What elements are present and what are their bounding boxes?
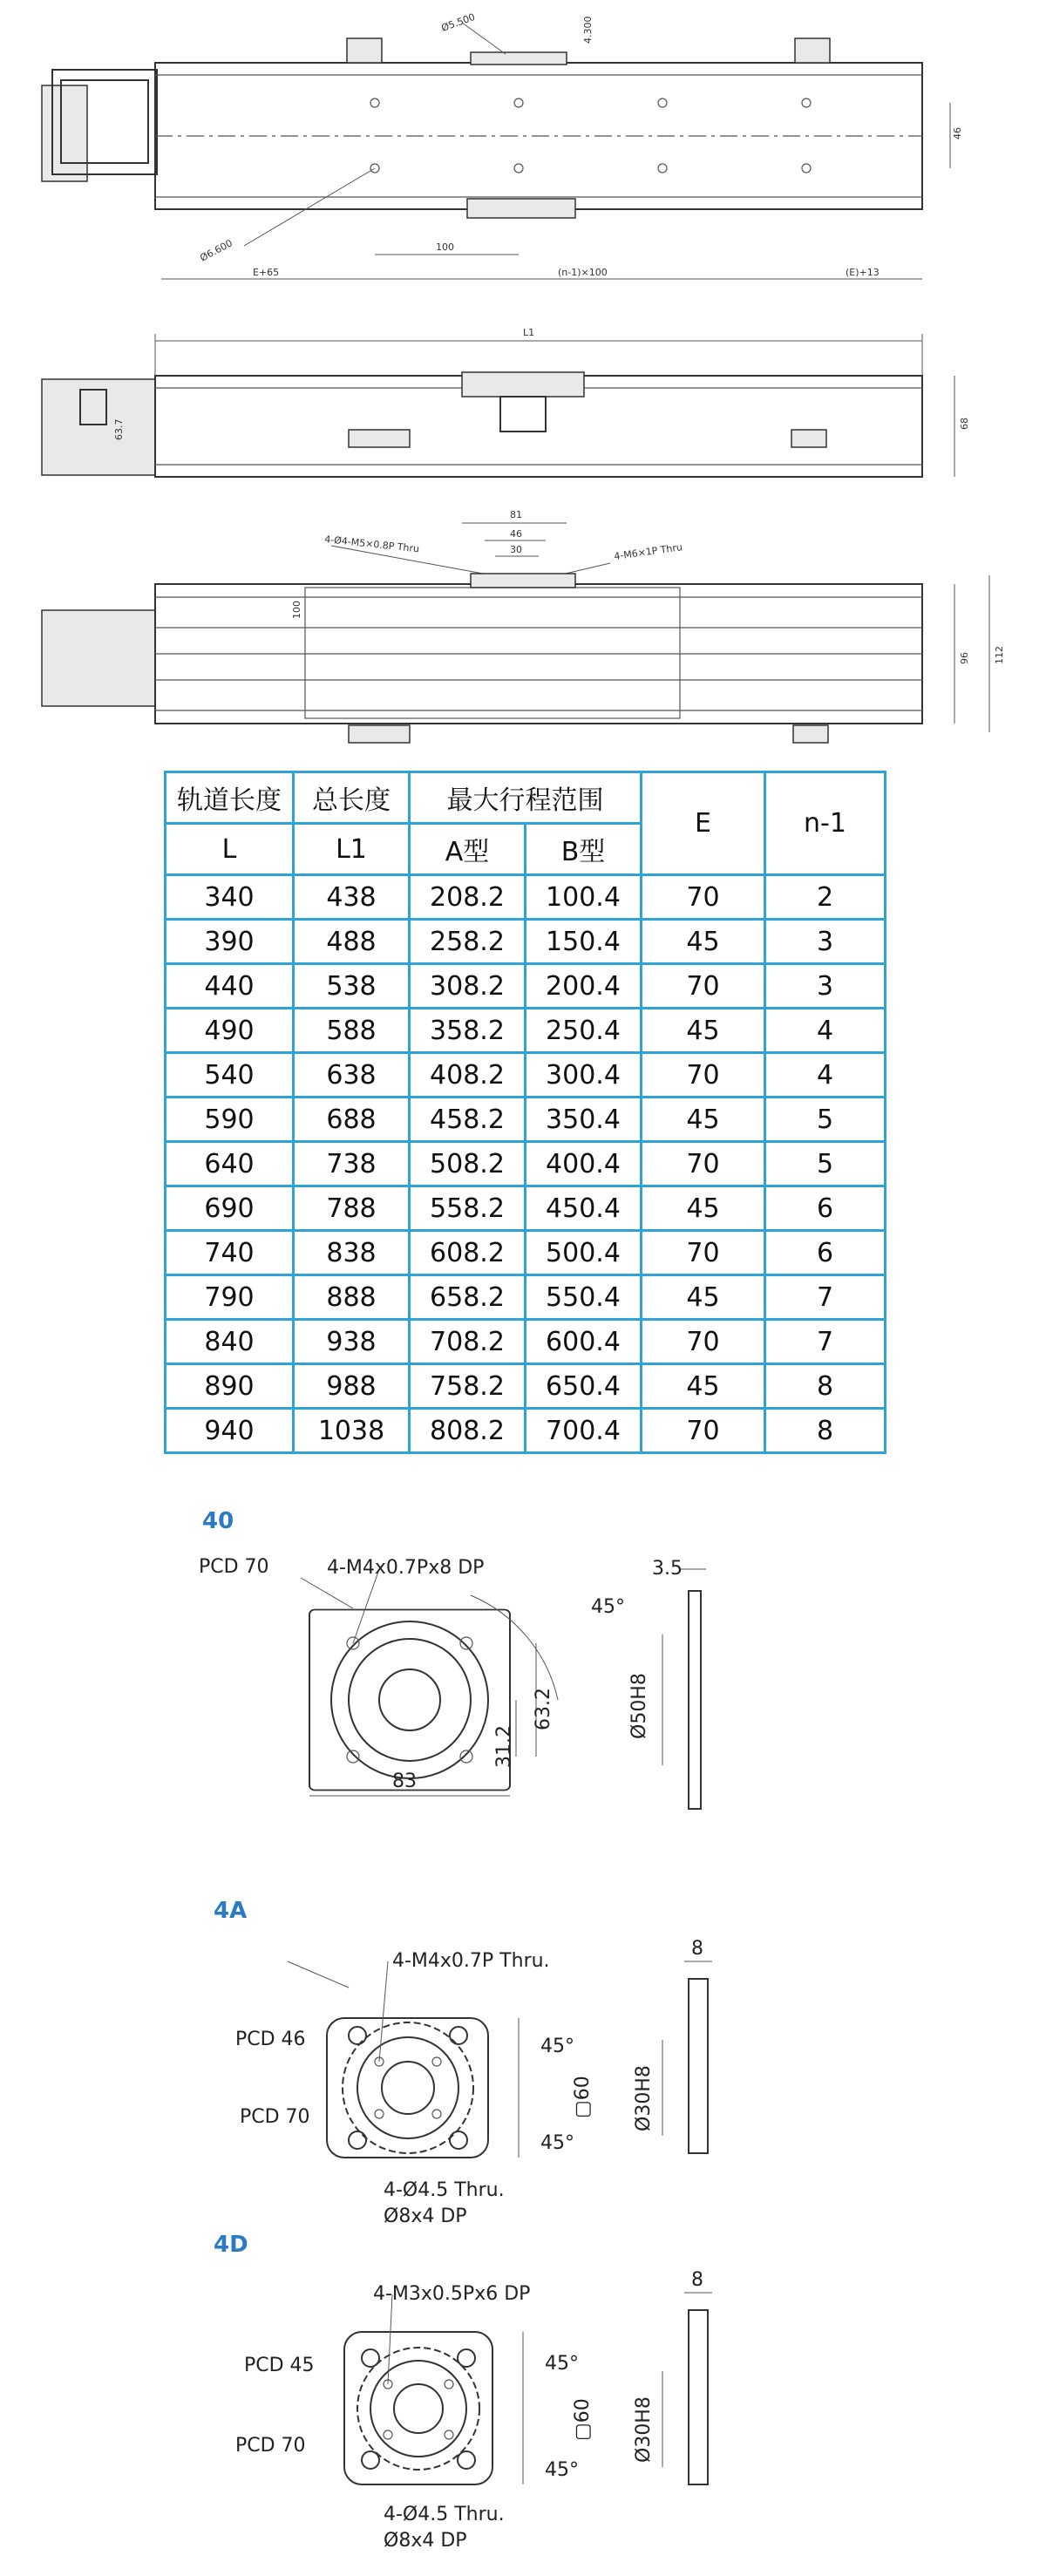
table-cell: 940 [166, 1409, 294, 1453]
dim-68: 68 [959, 418, 970, 430]
flange-40-dim-63: 63.2 [533, 1688, 554, 1730]
table-cell: 1038 [294, 1409, 410, 1453]
table-row [166, 964, 886, 1009]
header-max-stroke: 最大行程范围 [410, 772, 642, 824]
table-cell: 45 [642, 1275, 765, 1320]
flange-4a-drawing [174, 1935, 784, 2171]
dim-100: 100 [291, 601, 302, 619]
table-cell: 888 [294, 1275, 410, 1320]
table-cell: 938 [294, 1320, 410, 1364]
flange-40-width: 83 [392, 1771, 417, 1792]
table-row [166, 1053, 886, 1098]
flange-4d-angle-bottom: 45° [545, 2459, 579, 2481]
table-row [166, 1186, 886, 1231]
table-cell: 5 [765, 1098, 886, 1142]
table-cell: 208.2 [410, 875, 526, 920]
dim-d1-5: E+65 [253, 267, 280, 278]
flange-4d-drawing [174, 2267, 784, 2502]
flange-4a-title: 4A [214, 1898, 248, 1924]
table-cell: 890 [166, 1364, 294, 1409]
top-view-drawing [0, 0, 1046, 296]
table-cell: 508.2 [410, 1142, 526, 1186]
table-cell: 70 [642, 1142, 765, 1186]
flange-40-title: 40 [202, 1508, 234, 1534]
table-cell: 638 [294, 1053, 410, 1098]
dim-d1-2: Ø6.600 [198, 237, 234, 264]
flange-4a-pcd-outer: PCD 70 [240, 2106, 310, 2128]
table-cell: 308.2 [410, 964, 526, 1009]
table-cell: 70 [642, 875, 765, 920]
dim-m5-note: 4-Ø4-M5×0.8P Thru [323, 534, 420, 555]
table-cell: 70 [642, 1409, 765, 1453]
table-cell: 4 [765, 1009, 886, 1053]
table-cell: 70 [642, 964, 765, 1009]
flange-4d-thru2: Ø8x4 DP [384, 2530, 467, 2552]
table-cell: 658.2 [410, 1275, 526, 1320]
table-cell: 250.4 [526, 1009, 642, 1053]
table-row [166, 1275, 886, 1320]
table-cell: 350.4 [526, 1098, 642, 1142]
flange-4a-thick: 8 [691, 1938, 703, 1960]
table-cell: 70 [642, 1231, 765, 1275]
flange-4d-angle-top: 45° [545, 2353, 579, 2375]
table-cell: 690 [166, 1186, 294, 1231]
table-cell: 608.2 [410, 1231, 526, 1275]
table-cell: 840 [166, 1320, 294, 1364]
header-rail-length: 轨道长度 [166, 772, 294, 824]
header-l1: L1 [294, 824, 410, 875]
table-cell: 45 [642, 1186, 765, 1231]
table-cell: 700.4 [526, 1409, 642, 1453]
flange-4d-hole-note: 4-M3x0.5Px6 DP [373, 2283, 531, 2305]
dim-d1-0: Ø5.500 [439, 10, 477, 34]
flange-4a-thru1: 4-Ø4.5 Thru. [384, 2179, 505, 2201]
dim-81: 81 [510, 509, 522, 520]
table-cell: 390 [166, 920, 294, 964]
table-body [166, 875, 886, 1453]
flange-4a-angle-bottom: 45° [540, 2132, 574, 2154]
table-cell: 3 [765, 920, 886, 964]
front-view-drawing [0, 497, 1046, 767]
table-cell: 400.4 [526, 1142, 642, 1186]
flange-4d-pcd-outer: PCD 70 [235, 2435, 306, 2457]
flange-4a-bore: Ø30H8 [633, 2065, 655, 2131]
table-row [166, 1098, 886, 1142]
table-cell: 588 [294, 1009, 410, 1053]
side-view-drawing [0, 318, 1046, 493]
dim-112: 112 [994, 646, 1005, 664]
dim-d1-1: 4.300 [582, 16, 594, 44]
flange-40-dim-31: 31.2 [493, 1725, 515, 1768]
dim-46: 46 [510, 528, 522, 540]
table-cell: 70 [642, 1053, 765, 1098]
table-cell: 6 [765, 1231, 886, 1275]
table-cell: 688 [294, 1098, 410, 1142]
dim-d1-6: (n-1)×100 [558, 267, 608, 278]
table-cell: 150.4 [526, 920, 642, 964]
table-cell: 3 [765, 964, 886, 1009]
table-row [166, 1142, 886, 1186]
table-cell: 8 [765, 1409, 886, 1453]
table-cell: 4 [765, 1053, 886, 1098]
dim-63-7: 63.7 [113, 418, 125, 440]
table-cell: 7 [765, 1275, 886, 1320]
flange-4a-pcd-inner: PCD 46 [235, 2029, 306, 2050]
table-cell: 340 [166, 875, 294, 920]
table-cell: 600.4 [526, 1320, 642, 1364]
table-cell: 500.4 [526, 1231, 642, 1275]
table-cell: 45 [642, 1098, 765, 1142]
table-cell: 450.4 [526, 1186, 642, 1231]
table-cell: 45 [642, 1364, 765, 1409]
flange-4a-square: ▢60 [572, 2076, 594, 2118]
flange-40-angle: 45° [591, 1596, 625, 1618]
dim-d1-7: (E)+13 [846, 267, 880, 278]
flange-4a-hole-note: 4-M4x0.7P Thru. [392, 1950, 550, 1972]
flange-4d-square: ▢60 [572, 2398, 594, 2441]
table-cell: 538 [294, 964, 410, 1009]
table-cell: 640 [166, 1142, 294, 1186]
header-a-type: A型 [410, 824, 526, 875]
table-cell: 708.2 [410, 1320, 526, 1364]
table-cell: 70 [642, 1320, 765, 1364]
table-cell: 5 [765, 1142, 886, 1186]
specification-table [164, 771, 884, 1454]
table-row [166, 1231, 886, 1275]
table-row [166, 1409, 886, 1453]
table-cell: 6 [765, 1186, 886, 1231]
table-cell: 490 [166, 1009, 294, 1053]
table-row [166, 875, 886, 920]
flange-40-thick: 3.5 [652, 1558, 683, 1580]
table-cell: 440 [166, 964, 294, 1009]
flange-4d-thick: 8 [691, 2269, 703, 2291]
table-cell: 790 [166, 1275, 294, 1320]
flange-4d-title: 4D [214, 2232, 248, 2258]
table-cell: 550.4 [526, 1275, 642, 1320]
table-cell: 8 [765, 1364, 886, 1409]
table-row [166, 1320, 886, 1364]
table-cell: 758.2 [410, 1364, 526, 1409]
table-cell: 540 [166, 1053, 294, 1098]
table-cell: 738 [294, 1142, 410, 1186]
table-cell: 45 [642, 1009, 765, 1053]
table-row [166, 1364, 886, 1409]
flange-4a-thru2: Ø8x4 DP [384, 2206, 467, 2227]
flange-4d-bore: Ø30H8 [633, 2396, 655, 2463]
header-l: L [166, 824, 294, 875]
table-cell: 988 [294, 1364, 410, 1409]
table-cell: 408.2 [410, 1053, 526, 1098]
table-cell: 808.2 [410, 1409, 526, 1453]
table-cell: 488 [294, 920, 410, 964]
flange-40-bore: Ø50H8 [628, 1673, 650, 1739]
flange-4a-angle-top: 45° [540, 2036, 574, 2057]
header-n1: n-1 [765, 772, 886, 875]
table-cell: 558.2 [410, 1186, 526, 1231]
table-cell: 300.4 [526, 1053, 642, 1098]
dim-d1-3: 100 [436, 241, 454, 253]
flange-4d-thru1: 4-Ø4.5 Thru. [384, 2504, 505, 2525]
table-cell: 740 [166, 1231, 294, 1275]
table-row [166, 1009, 886, 1053]
table-cell: 45 [642, 920, 765, 964]
table-cell: 200.4 [526, 964, 642, 1009]
table-cell: 650.4 [526, 1364, 642, 1409]
flange-40-hole-note: 4-M4x0.7Px8 DP [327, 1557, 485, 1579]
flange-4d-pcd-inner: PCD 45 [244, 2355, 315, 2376]
table-cell: 788 [294, 1186, 410, 1231]
table-cell: 2 [765, 875, 886, 920]
dim-d1-4: 46 [952, 127, 963, 139]
table-cell: 100.4 [526, 875, 642, 920]
table-cell: 438 [294, 875, 410, 920]
table-cell: 258.2 [410, 920, 526, 964]
header-total-length: 总长度 [294, 772, 410, 824]
table-cell: 590 [166, 1098, 294, 1142]
table-cell: 458.2 [410, 1098, 526, 1142]
header-b-type: B型 [526, 824, 642, 875]
flange-40-drawing [174, 1543, 784, 1813]
flange-40-pcd: PCD 70 [199, 1556, 269, 1578]
dim-l1: L1 [523, 327, 535, 338]
dim-m6-note: 4-M6×1P Thru [613, 541, 683, 562]
table-cell: 7 [765, 1320, 886, 1364]
header-e: E [642, 772, 765, 875]
table-row [166, 920, 886, 964]
table-cell: 838 [294, 1231, 410, 1275]
table-cell: 358.2 [410, 1009, 526, 1053]
dim-30: 30 [510, 544, 522, 555]
dim-96: 96 [959, 652, 970, 664]
